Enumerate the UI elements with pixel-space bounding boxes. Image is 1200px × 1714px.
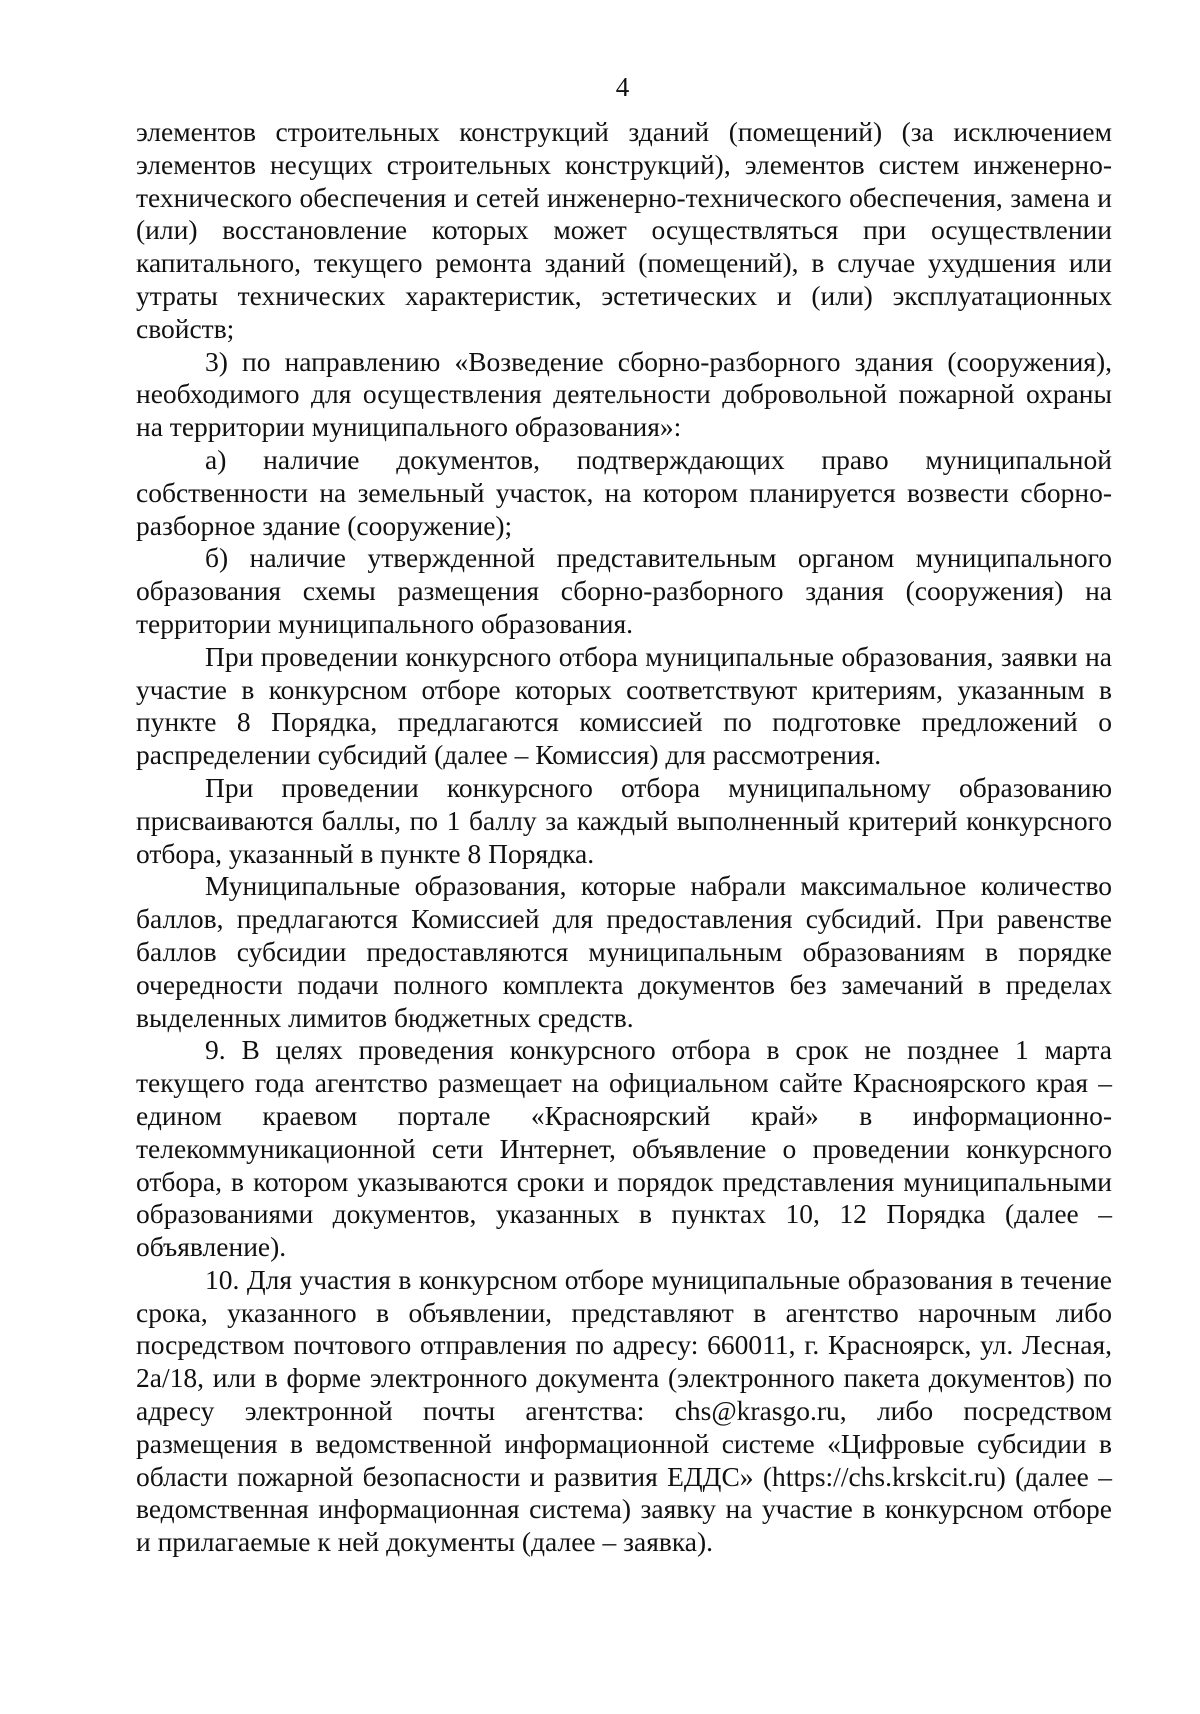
document-body bbox=[136, 116, 1112, 1559]
paragraph-item-3: 3) по направлению «Возведение сборно-разборного здания (сооружения), необходимого для осуществления деятельности добровольной пожарной охраны на территории муниципального образования»: bbox=[136, 345, 1112, 443]
page-number: 4 bbox=[615, 72, 630, 102]
paragraph-clause-9: 9. В целях проведения конкурсного отбора в срок не позднее 1 марта текущего года агентство размещает на официальном сайте Красноярского края – едином краевом портале «Красноярский край» в информационно-телекоммуникационной сети Интернет, объявление о проведении конкурсного отбора, в котором указываются сроки и порядок представления муниципальными образованиями документов, указанных в пунктах 10, 12 Порядка (далее – объявление). bbox=[136, 1034, 1112, 1263]
paragraph-commission: При проведении конкурсного отбора муниципальные образования, заявки на участие в конкурсном отборе которых соответствуют критериям, указанным в пункте 8 Порядка, предлагаются комиссией по подготовке предложений о распределении субсидий (далее – Комиссия) для рассмотрения. bbox=[136, 640, 1112, 771]
paragraph-max-score: Муниципальные образования, которые набрали максимальное количество баллов, предлагаются Комиссией для предоставления субсидий. При равенстве баллов субсидии предоставляются муниципальным образованиям в порядке очередности подачи полного комплекта документов без замечаний в пределах выделенных лимитов бюджетных средств. bbox=[136, 870, 1112, 1033]
paragraph-continuation: элементов строительных конструкций зданий (помещений) (за исключением элементов несущих строительных конструкций), элементов систем инженерно-технического обеспечения и сетей инженерно-технического обеспечения, замена и (или) восстановление которых может осуществляться при осуществлении капитального, текущего ремонта зданий (помещений), в случае ухудшения или утраты технических характеристик, эстетических и (или) эксплуатационных свойств; bbox=[136, 116, 1112, 344]
paragraph-scoring: При проведении конкурсного отбора муниципальному образованию присваиваются баллы, по 1 баллу за каждый выполненный критерий конкурсного отбора, указанный в пункте 8 Порядка. bbox=[136, 771, 1112, 869]
paragraph-clause-10: 10. Для участия в конкурсном отборе муниципальные образования в течение срока, указанного в объявлении, представляют в агентство нарочным либо посредством почтового отправления по адресу: 660011, г. Красноярск, ул. Лесная, 2а/18, или в форме электронного документа (электронного пакета документов) по адресу электронной почты агентства: chs@krasgo.ru, либо посредством размещения в ведомственной информационной системе «Цифровые субсидии в области пожарной безопасности и развития ЕДДС» (https://chs.krskcit.ru) (далее – ведомственная информационная система) заявку на участие в конкурсном отборе и прилагаемые к ней документы (далее – заявка). bbox=[136, 1263, 1112, 1558]
paragraph-item-3a: а) наличие документов, подтверждающих право муниципальной собственности на земельный участок, на котором планируется возвести сборно-разборное здание (сооружение); bbox=[136, 443, 1112, 541]
paragraph-item-3b: б) наличие утвержденной представительным органом муниципального образования схемы размещения сборно-разборного здания (сооружения) на территории муниципального образования. bbox=[136, 542, 1112, 639]
